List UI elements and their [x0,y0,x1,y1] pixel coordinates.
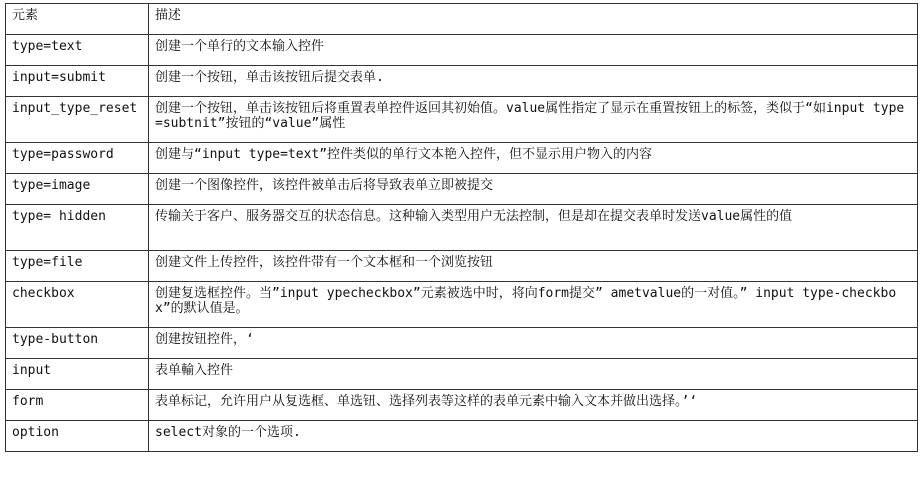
element-cell: input [6,359,149,390]
description-cell: 创建与“input type=text”控件类似的单行文本艳入控件，但不显示用户物入的内容 [149,143,918,174]
description-cell: 创建文件上传控件，该控件带有一个文本框和一个浏览按钮 [149,251,918,282]
table-row [6,66,918,97]
element-cell: input=submit [6,66,149,97]
element-cell: type=file [6,251,149,282]
description-cell: 传输关于客户、服务器交互的状态信息。这种输入类型用户无法控制，但是却在提交表单时发送value属性的值 [149,205,918,251]
table-row [6,143,918,174]
table-row [6,328,918,359]
table-row [6,205,918,251]
header-element: 元素 [6,4,149,35]
table-row [6,97,918,143]
description-cell: select对象的一个选项. [149,421,918,452]
description-cell: 创建复选框控件。当”input ypecheckbox”元素被选中时，将向form提交” ametvalue的一对值。” input type-checkbox”的默认值是。 [149,282,918,328]
description-cell: 创建一个图像控件，该控件被单击后将导致表单立即被提交 [149,174,918,205]
element-cell: type-button [6,328,149,359]
element-cell: type=text [6,35,149,66]
html-elements-table [5,3,918,452]
description-cell: 创建按钮控件，‘ [149,328,918,359]
element-cell: form [6,390,149,421]
table-row [6,174,918,205]
table-row [6,282,918,328]
table-row [6,251,918,282]
description-cell: 创建一个单行的文本输入控件 [149,35,918,66]
description-cell: 创建一个按钮，单击该按钮后将重置表单控件返回其初始值。value属性指定了显示在重置按钮上的标签，类似于“如input type=subtnit”按钮的“value”属性 [149,97,918,143]
element-cell: type=image [6,174,149,205]
table-row [6,390,918,421]
table-row [6,359,918,390]
table-row [6,35,918,66]
table-header-row [6,4,918,35]
element-cell: checkbox [6,282,149,328]
element-cell: option [6,421,149,452]
description-cell: 表单輸入控件 [149,359,918,390]
element-cell: input_type_reset [6,97,149,143]
description-cell: 创建一个按钮，单击该按钮后提交表单. [149,66,918,97]
header-description: 描述 [149,4,918,35]
element-cell: type=password [6,143,149,174]
description-cell: 表单标记，允许用户从复选框、单选钮、选择列表等这样的表单元素中输入文本并做出选择。’‘ [149,390,918,421]
element-cell: type= hidden [6,205,149,251]
table-row [6,421,918,452]
